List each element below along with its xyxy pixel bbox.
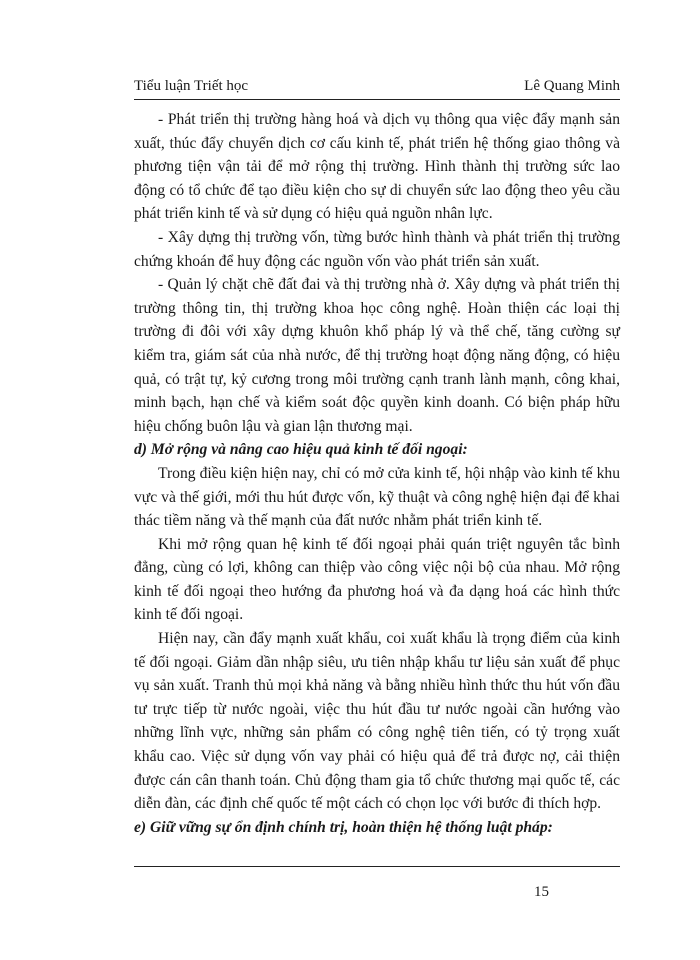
paragraph-land-housing-market: - Quản lý chặt chẽ đất đai và thị trường nhà ở. Xây dựng và phát triển thị trường thông tin, thị trường khoa học công nghệ. Hoàn thiện các loại thị trường đi đôi với xây dựng khuôn khổ pháp lý và thể chế, tăng cường sự kiểm tra, giám sát của nhà nước, để thị trường hoạt động năng động, có hiệu quả, có trật tự, kỷ cương trong môi trường cạnh tranh lành mạnh, công khai, minh bạch, hạn chế và kiểm soát độc quyền kinh doanh. Có biện pháp hữu hiệu chống buôn lậu và gian lận thương mại. bbox=[134, 276, 620, 435]
paragraph-open-economy: Trong điều kiện hiện nay, chỉ có mở cửa kinh tế, hội nhập vào kinh tế khu vực và thế giới, mới thu hút được vốn, kỹ thuật và công nghệ hiện đại để khai thác tiềm năng và thế mạnh của đất nước nhằm phát triển kinh tế. bbox=[134, 464, 620, 530]
paragraph-capital-market: - Xây dựng thị trường vốn, từng bước hình thành và phát triển thị trường chứng khoán để huy động các nguồn vốn vào phát triển sản xuất. bbox=[134, 228, 620, 270]
running-header bbox=[134, 78, 620, 98]
paragraph-foreign-relations: Khi mở rộng quan hệ kinh tế đối ngoại phải quán triệt nguyên tắc bình đẳng, cùng có lợi, không can thiệp vào công việc nội bộ của nhau. Mở rộng kinh tế đối ngoại theo hướng đa phương hoá và đa dạng hoá các hình thức kinh tế đối ngoại. bbox=[134, 535, 620, 624]
header-author: Lê Quang Minh bbox=[524, 78, 620, 94]
section-heading-d: d) Mở rộng và nâng cao hiệu quả kinh tế đối ngoại: bbox=[134, 441, 468, 459]
section-heading-e: e) Giữ vững sự ổn định chính trị, hoàn thiện hệ thống luật pháp: bbox=[134, 818, 553, 836]
page-number: 15 bbox=[534, 884, 549, 900]
paragraph-goods-market: - Phát triển thị trường hàng hoá và dịch vụ thông qua việc đẩy mạnh sản xuất, thúc đẩy chuyển dịch cơ cấu kinh tế, phát triển hệ thống giao thông và phương tiện vận tải để mở rộng thị trường. Hình thành thị trường sức lao động có tổ chức để tạo điều kiện cho sự di chuyển sức lao động theo yêu cầu phát triển kinh tế và sử dụng có hiệu quả nguồn nhân lực. bbox=[134, 111, 620, 223]
footer-divider bbox=[134, 866, 620, 867]
paragraph-export: Hiện nay, cần đẩy mạnh xuất khẩu, coi xuất khẩu là trọng điểm của kinh tế đối ngoại. Giảm dần nhập siêu, ưu tiên nhập khẩu tư liệu sản xuất để phục vụ sản xuất. Tranh thủ mọi khả năng và bằng nhiều hình thức thu hút vốn đầu tư trực tiếp từ nước ngoài, việc thu hút đầu tư nước ngoài cần hướng vào những lĩnh vực, những sản phẩm có công nghệ tiên tiến, có tỷ trọng xuất khẩu cao. Việc sử dụng vốn vay phải có hiệu quả để trả được nợ, cải thiện được cán cân thanh toán. Chủ động tham gia tổ chức thương mại quốc tế, các diễn đàn, các định chế quốc tế một cách có chọn lọc với bước đi thích hợp. bbox=[134, 630, 620, 813]
page-body bbox=[134, 108, 620, 839]
header-divider bbox=[134, 99, 620, 100]
header-title: Tiểu luận Triết học bbox=[134, 78, 249, 94]
